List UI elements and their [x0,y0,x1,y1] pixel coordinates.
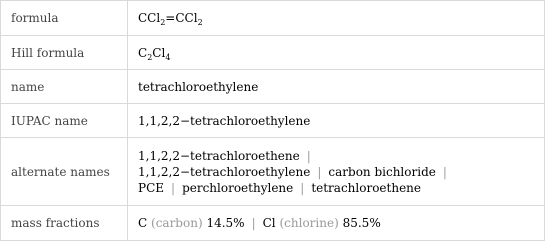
iupac-name-value: 1,1,2,2−tetrachloroethylene [128,104,545,138]
iupac-name-label: IUPAC name [1,104,128,138]
table-row [1,206,545,241]
hill-formula-value [128,36,545,70]
element-symbol: Cl [262,216,276,230]
hill-part: C [138,45,148,60]
separator: | [442,164,447,179]
alternate-names-line [138,180,534,196]
table-row [1,70,545,104]
alternate-names-line [138,164,534,180]
separator: | [317,164,322,179]
separator: | [251,216,256,230]
alternate-name: tetrachloroethene [311,180,422,195]
alternate-name: perchloroethylene [182,180,294,195]
separator: | [300,180,305,195]
hill-subscript: 2 [147,52,153,62]
hill-formula-label: Hill formula [1,36,128,70]
alternate-name: 1,1,2,2−tetrachloroethylene [138,164,311,179]
alternate-names-label: alternate names [1,138,128,206]
alternate-name: 1,1,2,2−tetrachloroethene [138,148,300,163]
mass-fraction: 85.5% [342,216,381,230]
formula-value [128,1,545,36]
element-name: (carbon) [151,216,203,230]
mass-fractions-value [128,206,545,241]
alternate-names-value [128,138,545,206]
name-value: tetrachloroethylene [128,70,545,104]
separator: | [306,148,311,163]
formula-subscript: 2 [160,18,166,27]
alternate-name: carbon bichloride [328,164,436,179]
table-row [1,104,545,138]
separator: | [171,180,176,195]
alternate-name: PCE [138,180,165,195]
table-row [1,1,545,36]
element-symbol: C [138,216,148,230]
table-row [1,138,545,206]
alternate-names-line [138,148,534,164]
formula-part: CCl [138,11,161,25]
element-name: (chlorine) [279,216,339,230]
mass-fractions-label: mass fractions [1,206,128,241]
formula-part: =CCl [165,11,198,25]
formula-subscript: 2 [197,18,203,27]
name-label: name [1,70,128,104]
formula-label: formula [1,1,128,36]
hill-subscript: 4 [165,52,171,62]
table-row [1,36,545,70]
mass-fraction: 14.5% [206,216,245,230]
hill-part: Cl [152,45,166,60]
